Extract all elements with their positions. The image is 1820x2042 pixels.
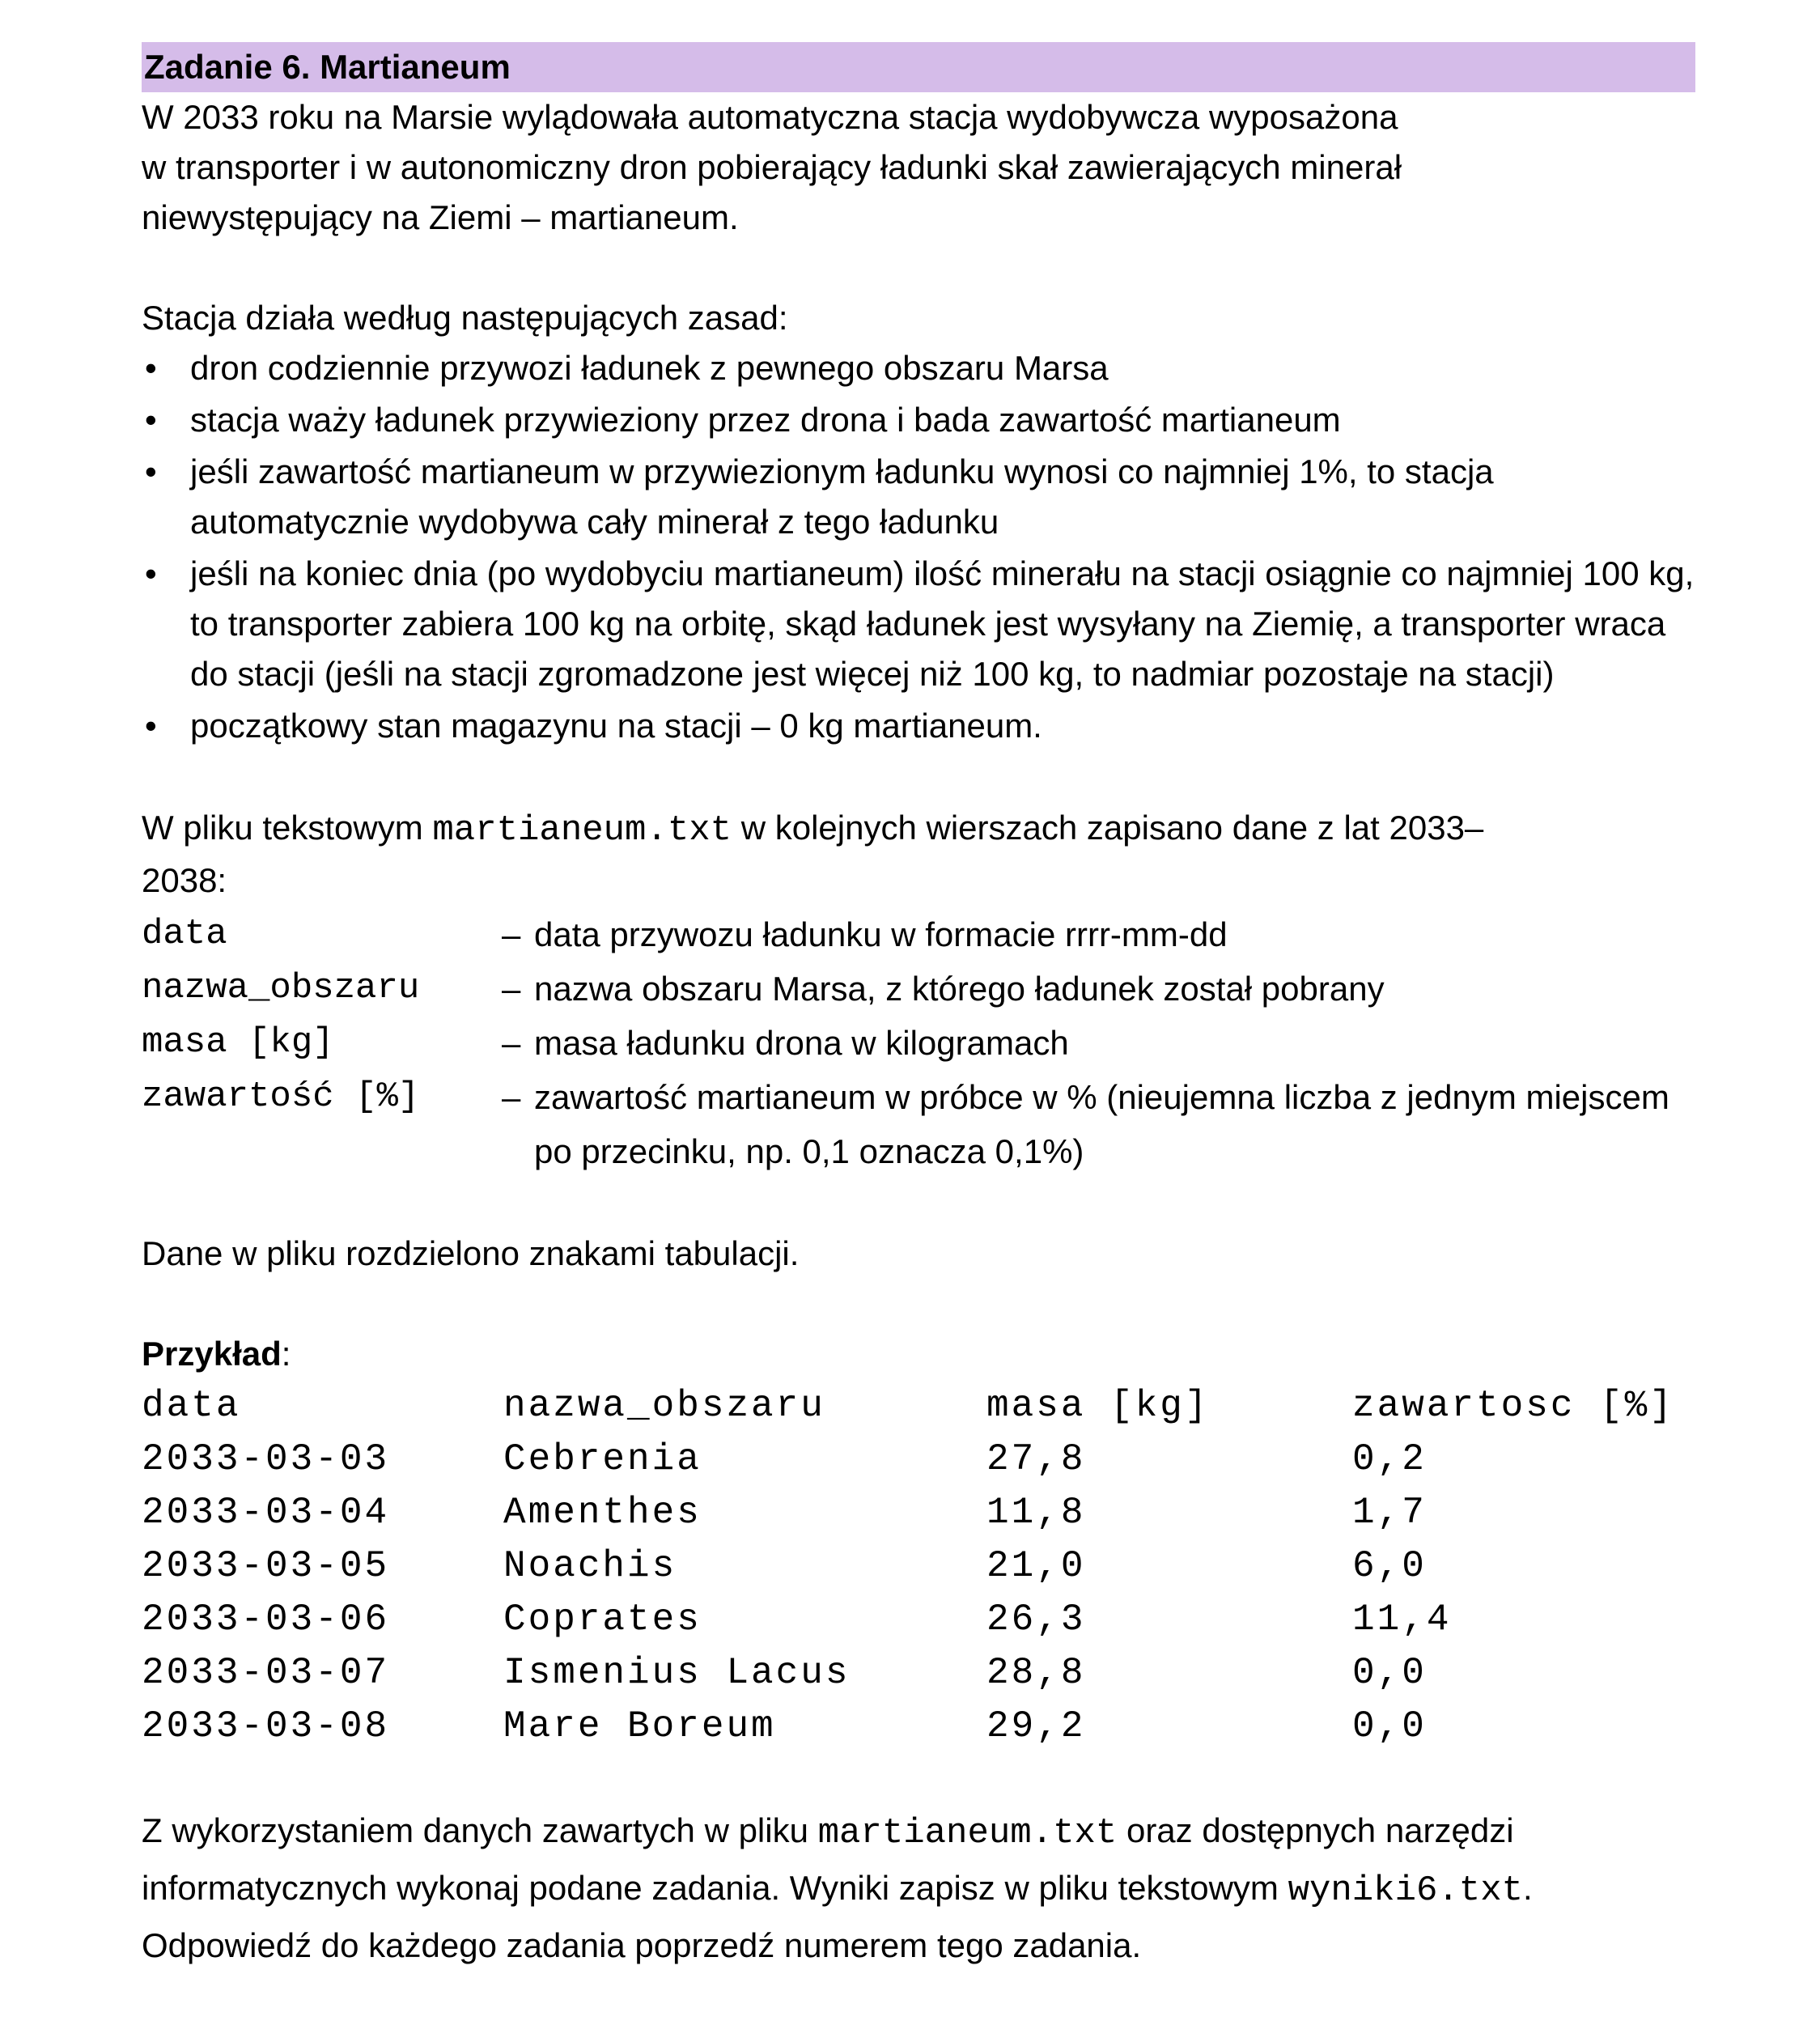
table-cell: 2033-03-05 xyxy=(142,1545,390,1587)
outro-line-1 xyxy=(142,1803,1695,1861)
outro-text-c: informatycznych wykonaj podane zadania. Wyniki zapisz w pliku tekstowym xyxy=(142,1869,1288,1907)
table-cell: 1,7 xyxy=(1352,1492,1427,1534)
table-cell: 11,8 xyxy=(986,1492,1086,1534)
outro-text-b: oraz dostępnych narzędzi xyxy=(1117,1811,1514,1849)
field-desc: masa ładunku drona w kilogramach xyxy=(534,1024,1069,1062)
field-row xyxy=(142,1016,1695,1070)
rule-text: dron codziennie przywozi ładunek z pewnego obszaru Marsa xyxy=(190,349,1109,387)
rule-text: stacja waży ładunek przywieziony przez drona i bada zawartość martianeum xyxy=(190,401,1341,439)
separator-note: Dane w pliku rozdzielono znakami tabulacji. xyxy=(142,1234,800,1272)
file-desc-suffix: w kolejnych wierszach zapisano dane z lat 2033– xyxy=(732,809,1484,847)
table-cell: 0,0 xyxy=(1352,1652,1427,1694)
file-desc-prefix: W pliku tekstowym xyxy=(142,809,433,847)
table-cell: 28,8 xyxy=(986,1652,1086,1694)
field-desc: zawartość martianeum w próbce w % (nieujemna liczba z jednym miejscem po przecinku, np. 0,1 oznacza 0,1%) xyxy=(534,1078,1669,1170)
example-label: Przykład xyxy=(142,1335,282,1373)
outro-text-a: Z wykorzystaniem danych zawartych w pliku xyxy=(142,1811,818,1849)
field-definitions xyxy=(142,907,1695,1178)
bullet-icon: • xyxy=(145,349,157,387)
rules-list xyxy=(142,343,1695,751)
rule-item xyxy=(142,549,1695,699)
table-row xyxy=(142,1593,1692,1646)
field-row xyxy=(142,1070,1695,1178)
table-row xyxy=(142,1646,1692,1700)
field-desc: nazwa obszaru Marsa, z którego ładunek został pobrany xyxy=(534,970,1385,1008)
table-row xyxy=(142,1700,1692,1753)
outro-paragraph xyxy=(142,1803,1695,1972)
outro-text-d: . xyxy=(1523,1869,1533,1907)
table-row xyxy=(142,1539,1692,1593)
table-header-cell: zawartosc [%] xyxy=(1352,1385,1674,1427)
field-name: zawartość [%] xyxy=(142,1076,420,1117)
task-page xyxy=(142,42,1695,1972)
rule-item xyxy=(142,701,1695,751)
task-title-text: Zadanie 6. Martianeum xyxy=(144,48,511,86)
field-desc: data przywozu ładunku w formacie rrrr-mm-dd xyxy=(534,915,1228,953)
bullet-icon: • xyxy=(145,707,157,745)
field-dash: – xyxy=(502,1078,521,1116)
example-heading xyxy=(142,1329,1695,1379)
example-table xyxy=(142,1379,1692,1753)
rule-item xyxy=(142,447,1695,547)
table-cell: Amenthes xyxy=(503,1492,702,1534)
table-cell: Cebrenia xyxy=(503,1438,702,1480)
table-cell: Coprates xyxy=(503,1598,702,1641)
table-cell: 2033-03-06 xyxy=(142,1598,390,1641)
table-cell: 26,3 xyxy=(986,1598,1086,1641)
field-row xyxy=(142,907,1695,962)
table-header-cell: masa [kg] xyxy=(986,1385,1210,1427)
file-description xyxy=(142,803,1695,855)
intro-paragraph xyxy=(142,92,1695,243)
table-row xyxy=(142,1433,1692,1486)
table-cell: Ismenius Lacus xyxy=(503,1652,851,1694)
intro-line-2: w transporter i w autonomiczny dron pobierający ładunki skał zawierających minerał xyxy=(142,148,1402,186)
rule-item xyxy=(142,343,1695,393)
table-cell: 2033-03-08 xyxy=(142,1705,390,1747)
table-header-cell: nazwa_obszaru xyxy=(503,1385,825,1427)
intro-line-1: W 2033 roku na Marsie wylądowała automatyczna stacja wydobywcza wyposażona xyxy=(142,98,1398,136)
table-row xyxy=(142,1486,1692,1539)
field-name: masa [kg] xyxy=(142,1022,334,1063)
intro-line-3: niewystępujący na Ziemi – martianeum. xyxy=(142,198,739,236)
field-name: nazwa_obszaru xyxy=(142,968,420,1008)
table-cell: Mare Boreum xyxy=(503,1705,776,1747)
table-cell: Noachis xyxy=(503,1545,677,1587)
table-cell: 6,0 xyxy=(1352,1545,1427,1587)
table-header-row xyxy=(142,1379,1692,1433)
table-cell: 2033-03-03 xyxy=(142,1438,390,1480)
table-cell: 0,2 xyxy=(1352,1438,1427,1480)
bullet-icon: • xyxy=(145,401,157,439)
field-dash: – xyxy=(502,1024,521,1062)
outro-line-3: Odpowiedź do każdego zadania poprzedź numerem tego zadania. xyxy=(142,1926,1142,1964)
field-name: data xyxy=(142,914,227,954)
file-name: martianeum.txt xyxy=(432,810,732,851)
table-cell: 29,2 xyxy=(986,1705,1086,1747)
rule-item xyxy=(142,395,1695,445)
rules-heading: Stacja działa według następujących zasad: xyxy=(142,299,788,337)
rule-text: jeśli zawartość martianeum w przywiezionym ładunku wynosi co najmniej 1%, to stacja automatycznie wydobywa cały minerał z tego ładunku xyxy=(190,452,1494,541)
rule-text: początkowy stan magazynu na stacji – 0 kg martianeum. xyxy=(190,707,1042,745)
table-cell: 11,4 xyxy=(1352,1598,1452,1641)
table-header-cell: data xyxy=(142,1385,241,1427)
rule-text: jeśli na koniec dnia (po wydobyciu martianeum) ilość minerału na stacji osiągnie co najmniej 100 kg, to transporter zabiera 100 kg na orbitę, skąd ładunek jest wysyłany na Ziemię, a transporter wraca do stacji (jeśli na stacji zgromadzone jest więcej niż 100 kg, to nadmiar pozostaje na stacji) xyxy=(190,554,1695,693)
bullet-icon: • xyxy=(145,554,157,592)
task-title xyxy=(142,42,1695,92)
table-cell: 2033-03-07 xyxy=(142,1652,390,1694)
example-colon: : xyxy=(281,1335,291,1373)
field-dash: – xyxy=(502,915,521,953)
file-desc-line-2: 2038: xyxy=(142,861,227,899)
table-cell: 21,0 xyxy=(986,1545,1086,1587)
table-cell: 0,0 xyxy=(1352,1705,1427,1747)
table-cell: 27,8 xyxy=(986,1438,1086,1480)
outro-file-1: martianeum.txt xyxy=(817,1813,1118,1853)
bullet-icon: • xyxy=(145,452,157,490)
table-cell: 2033-03-04 xyxy=(142,1492,390,1534)
field-row xyxy=(142,962,1695,1016)
field-dash: – xyxy=(502,970,521,1008)
outro-file-2: wyniki6.txt xyxy=(1288,1870,1524,1911)
outro-line-2 xyxy=(142,1861,1695,1918)
